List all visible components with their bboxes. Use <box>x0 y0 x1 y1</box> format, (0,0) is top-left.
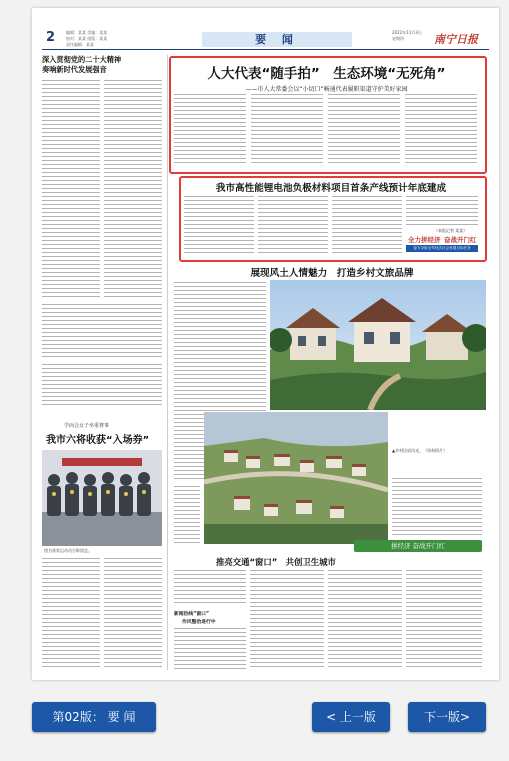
left-headline-line: 奏响新时代发展强音 <box>42 65 107 74</box>
feature-text <box>174 486 200 544</box>
edition-info <box>66 30 176 48</box>
left-article2-headline: 我市六将收获“入场券” <box>46 435 150 446</box>
page-label-button[interactable]: 第02版： 要 闻 <box>32 702 156 732</box>
newspaper-logo: 南宁日报 <box>434 33 478 46</box>
slogan-box <box>406 234 478 254</box>
top-article-subheadline: ——市人大常委会以“小切口”畅通代表履职渠道守护美好家园 <box>245 86 408 93</box>
feature-sub-text <box>174 628 246 670</box>
column-divider <box>167 55 168 670</box>
top-article-headline: 人大代表“随手拍” 生态环境“无死角” <box>207 66 446 82</box>
feature-subheadline: 推亮交通“窗口” 共创卫生城市 <box>216 557 336 567</box>
feature-sub-text <box>406 570 482 670</box>
aerial-photo <box>204 412 388 544</box>
middle-article-headline: 我市高性能锂电池负极材料项目首条产线预计年底建成 <box>215 183 447 194</box>
feature-headline: 展现风土人情魅力 打造乡村文旅品牌 <box>250 268 414 279</box>
masthead-rule <box>42 49 489 50</box>
date-info <box>392 30 422 42</box>
next-page-button[interactable]: 下一版> <box>408 702 486 732</box>
feature-sub-text <box>174 570 246 606</box>
middle-article-text <box>184 196 254 254</box>
feature-sub-kicker2: 作风整治进行中 <box>182 620 216 625</box>
edition-line: 责任编辑：某某 <box>66 42 94 47</box>
village-photo <box>270 280 486 410</box>
prev-page-button[interactable]: < 上一版 <box>312 702 390 732</box>
left-headline-line: 深入贯彻党的二十大精神 <box>42 55 122 64</box>
slogan-a: 全力拼经济 <box>408 236 441 244</box>
feature-text <box>392 478 482 538</box>
middle-article-text <box>406 196 478 226</box>
slogan-note: 奋力夺取全年经济社会发展目标任务 <box>406 245 478 252</box>
middle-article-text <box>332 196 402 254</box>
feature-sub-kicker: 新闻热线“窗口” <box>174 612 210 617</box>
left-body-text <box>104 80 162 300</box>
date-line: 星期四 <box>392 36 404 41</box>
feature-sub-text <box>250 570 324 670</box>
feature-banner: 拼经济 奋战开门红 <box>354 540 482 552</box>
left-body-text <box>42 80 100 300</box>
section-banner: 要 闻 <box>202 32 352 47</box>
feature-photo-caption: ▲乡村民宿风光。（资料图片） <box>392 448 448 453</box>
top-article-text <box>174 94 246 166</box>
feature-sub-text <box>328 570 402 670</box>
edition-line: 校对：某某 组版：某某 <box>66 36 108 41</box>
date-line: 2022年11月3日 <box>392 30 422 35</box>
left-body-text <box>42 304 162 358</box>
top-article-text <box>328 94 400 166</box>
left-body-text <box>42 364 162 406</box>
top-article-text <box>405 94 477 166</box>
left-article2-kicker: 学而会女子举重赛事 <box>64 423 110 429</box>
left-headline <box>42 55 162 75</box>
athletes-photo <box>42 450 162 546</box>
newspaper-page <box>32 8 499 680</box>
photo-caption: 图为获奖运动员合影留念。 <box>44 548 92 553</box>
left-body-text <box>42 558 100 668</box>
middle-article-text <box>258 196 328 254</box>
left-body-text <box>104 558 162 668</box>
middle-article-author: （本报记者 某某） <box>434 228 468 233</box>
slogan-b: 奋战开门红 <box>444 236 477 244</box>
top-article-text <box>251 94 323 166</box>
page-number: 2 <box>46 30 56 45</box>
edition-line: 编辑：某某 美编：某某 <box>66 30 108 35</box>
